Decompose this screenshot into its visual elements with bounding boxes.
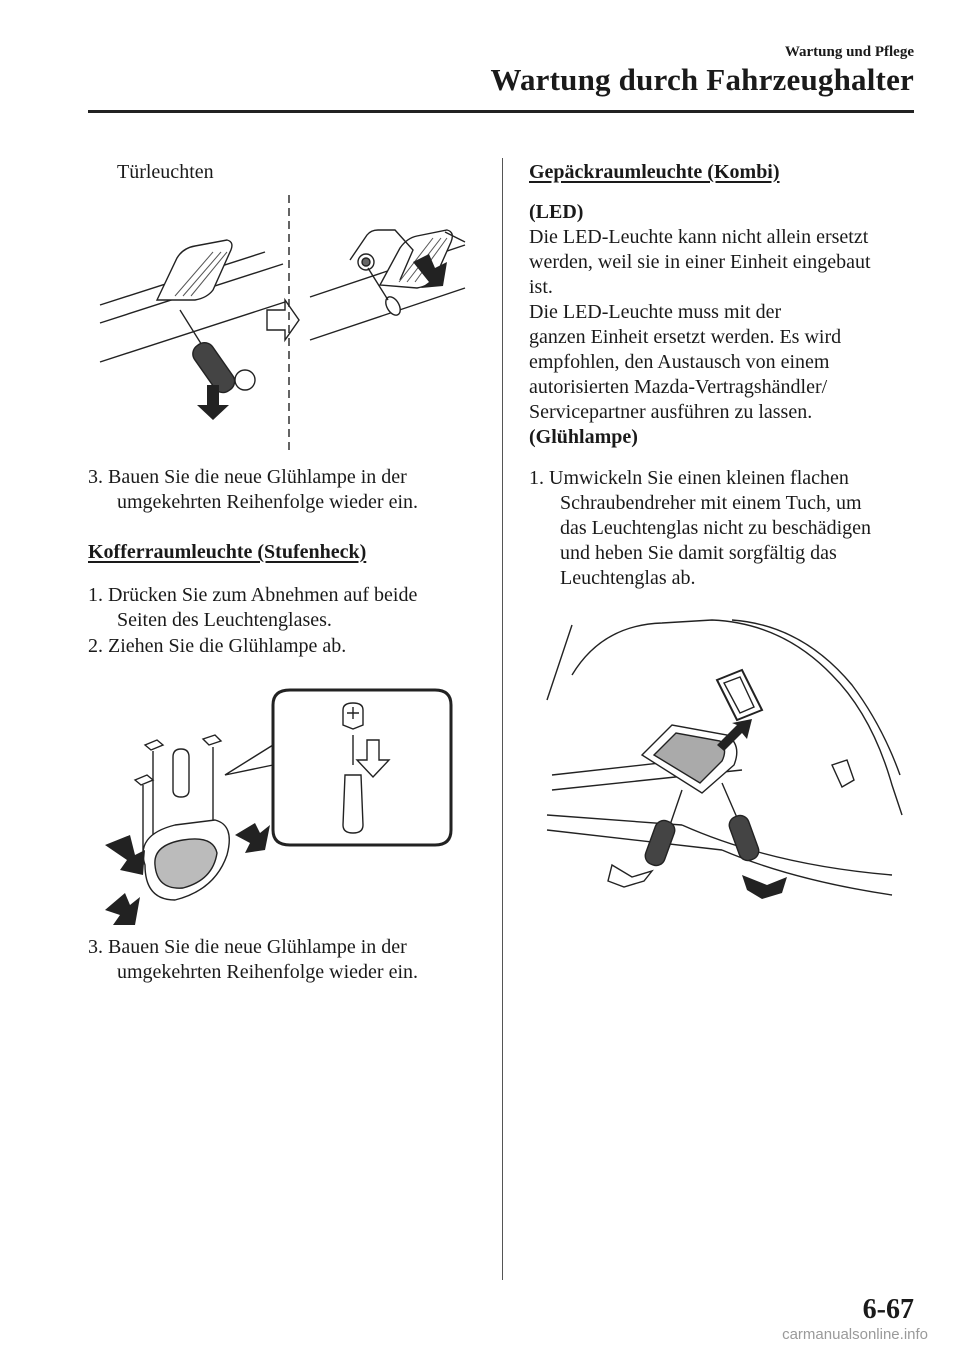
trunk-step-3: 3. Bauen Sie die neue Glühlampe in der [88,936,407,958]
led-line-3: ist. [529,276,553,298]
trunk-step-1-cont: Seiten des Leuchtenglases. [117,609,332,631]
door-step-3: 3. Bauen Sie die neue Glühlampe in der [88,466,407,488]
bulb-label: (Glühlampe) [529,426,638,448]
led-label: (LED) [529,201,584,223]
page-number: 6-67 [862,1294,914,1325]
bulb-step-1: 1. Umwickeln Sie einen kleinen flachen [529,467,849,489]
arrow-icon [235,823,270,853]
arrow-icon [608,865,652,887]
footer-watermark: carmanualsonline.info [782,1326,928,1343]
chapter-title: Wartung durch Fahrzeughalter [490,62,914,97]
arrow-icon [742,875,787,899]
trunk-step-1: 1. Drücken Sie zum Abnehmen auf beide [88,584,418,606]
trunk-lamp-heading: Kofferraumleuchte (Stufenheck) [88,541,367,563]
trunk-step-2: 2. Ziehen Sie die Glühlampe ab. [88,635,347,657]
door-step-3-cont: umgekehrten Reihenfolge wieder ein. [117,491,418,513]
led-line-4: Die LED-Leuchte muss mit der [529,301,782,323]
arrow-icon [357,740,389,777]
cargo-lamp-figure [542,615,912,905]
column-divider [502,158,503,1280]
trunk-step-3-cont: umgekehrten Reihenfolge wieder ein. [117,961,418,983]
door-lamp-heading: Türleuchten [117,161,214,183]
led-line-5: ganzen Einheit ersetzt werden. Es wird [529,326,842,348]
bulb-step-1-line-2: Schraubendreher mit einem Tuch, um [560,492,862,514]
led-line-6: empfohlen, den Austausch von einem [529,351,830,373]
bulb-step-1-line-5: Leuchtenglas ab. [560,567,696,589]
door-lamp-figure [95,190,475,458]
led-line-1: Die LED-Leuchte kann nicht allein ersetzt [529,226,869,248]
cargo-lamp-heading: Gepäckraumleuchte (Kombi) [529,161,780,183]
arrow-icon [105,835,145,875]
bulb-step-1-line-4: und heben Sie damit sorgfältig das [560,542,837,564]
bulb-step-1-line-3: das Leuchtenglas nicht zu beschädigen [560,517,871,539]
led-line-7: autorisierten Mazda-Vertragshändler/ [529,376,828,398]
led-line-2: werden, weil sie in einer Einheit eingebaut [529,251,871,273]
trunk-lamp-figure [95,685,457,930]
led-line-8: Servicepartner ausführen zu lassen. [529,401,813,423]
section-title: Wartung und Pflege [784,44,914,60]
arrow-icon [105,893,140,925]
header-rule [88,110,914,113]
